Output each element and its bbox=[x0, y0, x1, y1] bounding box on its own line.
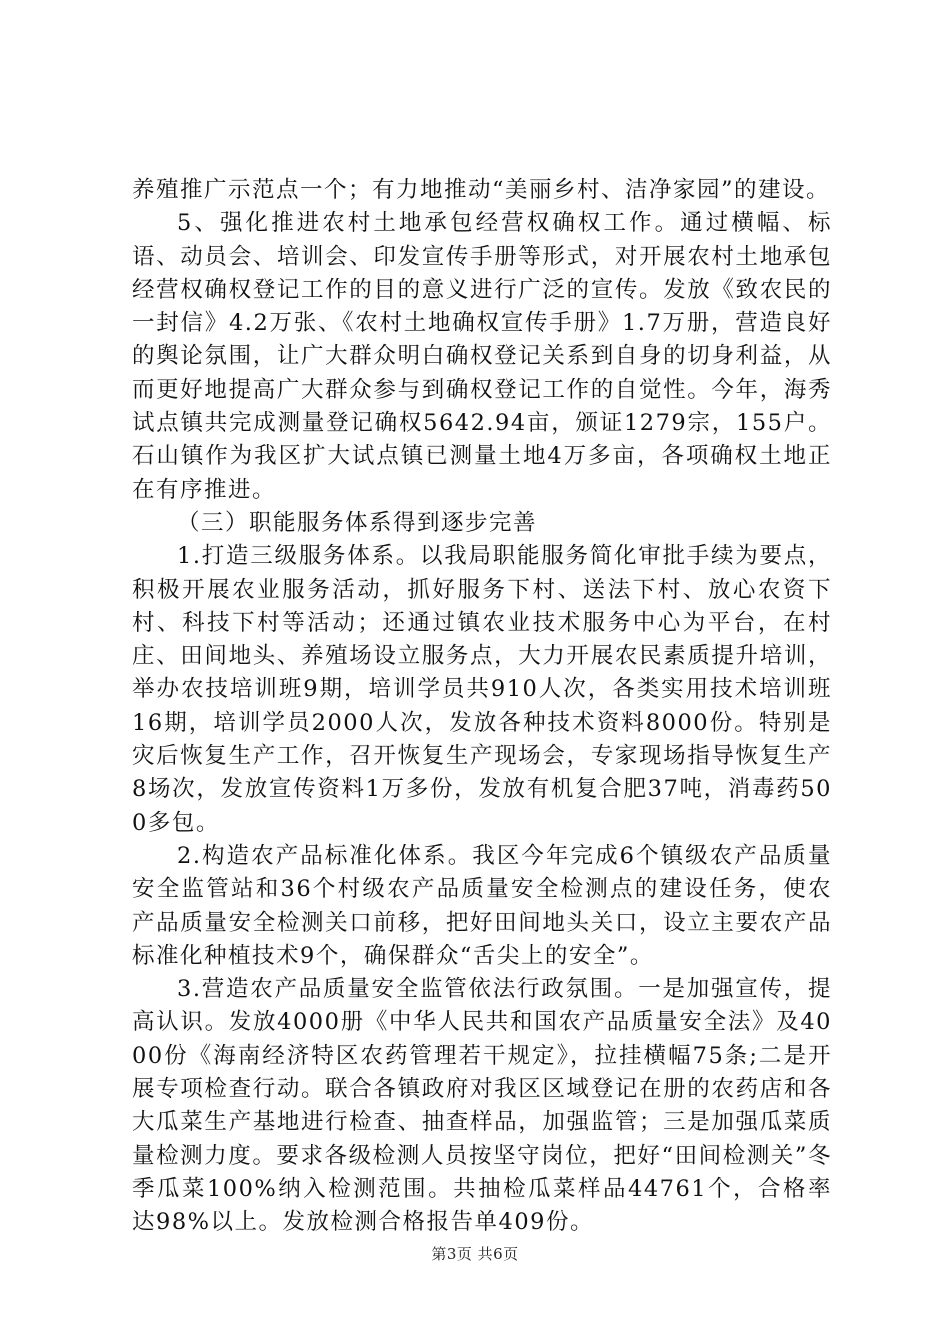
paragraph-continuation: 养殖推广示范点一个；有力地推动“美丽乡村、洁净家园”的建设。 bbox=[132, 177, 831, 203]
page-footer bbox=[0, 1243, 950, 1264]
paragraph-land-rights: 5、强化推进农村土地承包经营权确权工作。通过横幅、标语、动员会、培训会、印发宣传手册等形式，对开展农村土地承包经营权确权登记工作的目的意义进行广泛的宣传。发放《致农民的一封信》4.2万张、《农村土地确权宣传手册》1.7万册，营造良好的舆论氛围，让广大群众明白确权登记关系到自身的切身利益，从而更好地提高广大群众参与到确权登记工作的自觉性。今年，海秀试点镇共完成测量登记确权5642.94亩，颁证1279宗，155户。石山镇作为我区扩大试点镇已测量土地4万多亩，各项确权土地正在有序推进。 bbox=[132, 210, 832, 503]
paragraph-quality-supervision: 3.营造农产品质量安全监管依法行政氛围。一是加强宣传，提高认识。发放4000册《中华人民共和国农产品质量安全法》及4000份《海南经济特区农药管理若干规定》，拉挂横幅75条;二是开展专项检查行动。联合各镇政府对我区区域登记在册的农药店和各大瓜菜生产基地进行检查、抽查样品，加强监管；三是加强瓜菜质量检测力度。要求各级检测人员按坚守岗位，把好“田间检测关”冬季瓜菜100%纳入检测范围。共抽检瓜菜样品44761个，合格率达98%以上。发放检测合格报告单409份。 bbox=[132, 976, 832, 1236]
page-number: 第3页 共6页 bbox=[431, 1245, 519, 1263]
paragraph-service-system: 1.打造三级服务体系。以我局职能服务简化审批手续为要点，积极开展农业服务活动，抓好服务下村、送法下村、放心农资下村、科技下村等活动；还通过镇农业技术服务中心为平台，在村庄、田间地头、养殖场设立服务点，大力开展农民素质提升培训，举办农技培训班9期，培训学员共910人次，各类实用技术培训班16期，培训学员2000人次，发放各种技术资料8000份。特别是灾后恢复生产工作，召开恢复生产现场会，专家现场指导恢复生产8场次，发放宣传资料1万多份，发放有机复合肥37吨，消毒药500多包。 bbox=[132, 543, 832, 836]
paragraph-standardization: 2.构造农产品标准化体系。我区今年完成6个镇级农产品质量安全监管站和36个村级农产品质量安全检测点的建设任务，使农产品质量安全检测关口前移，把好田间地头关口，设立主要农产品标准化种植技术9个，确保群众“舌尖上的安全”。 bbox=[132, 842, 832, 969]
section-heading: （三）职能服务体系得到逐步完善 bbox=[177, 509, 538, 536]
document-body bbox=[132, 174, 832, 1240]
